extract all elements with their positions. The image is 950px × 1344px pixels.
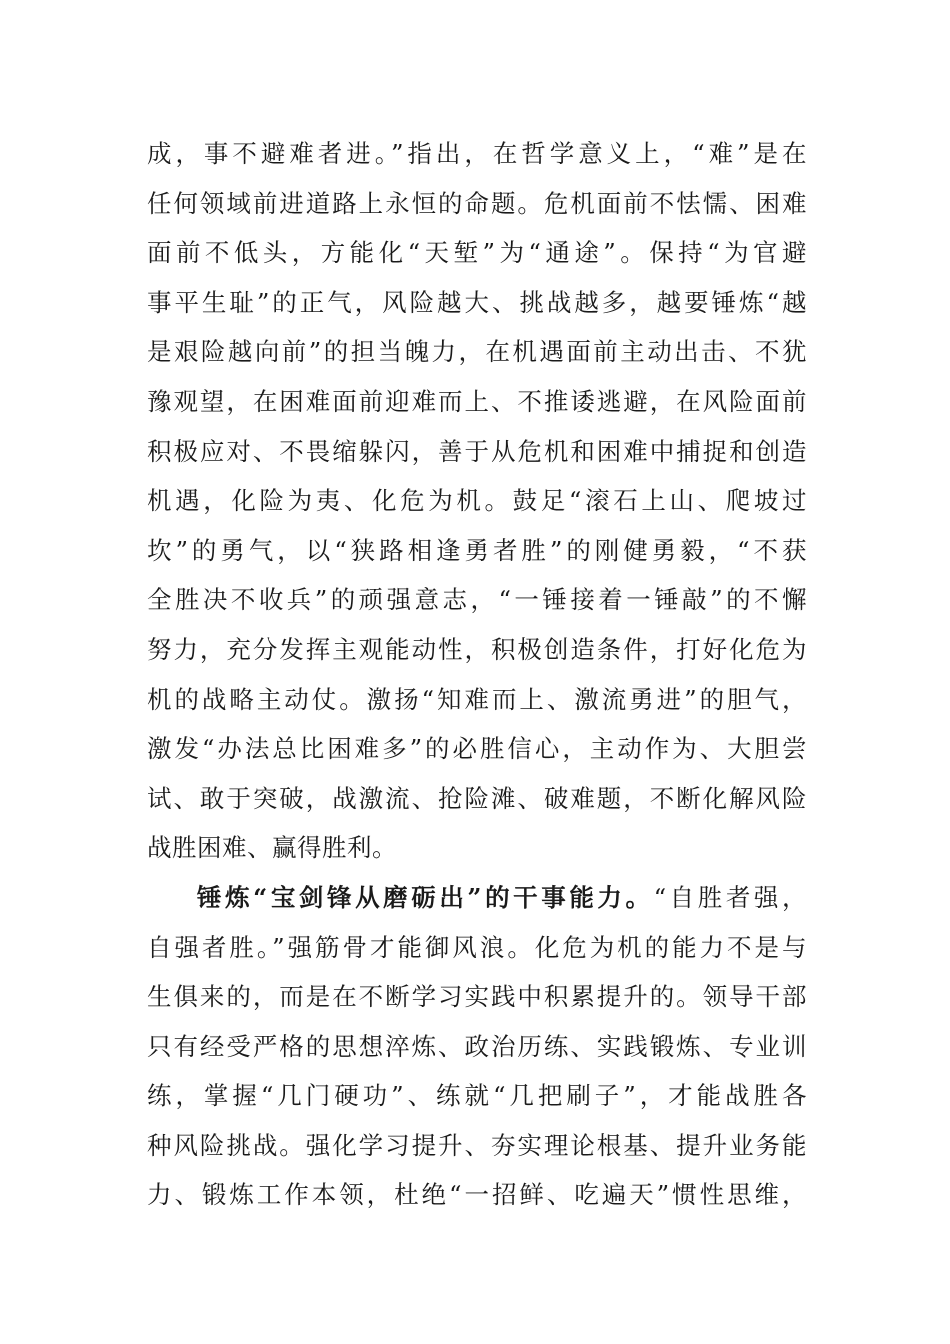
paragraph-2 bbox=[147, 873, 807, 1220]
text-line: 积极应对、不畏缩躲闪，善于从危机和困难中捕捉和创造 bbox=[147, 436, 807, 466]
text-line: 力、锻炼工作本领，杜绝“一招鲜、吃遍天”惯性思维， bbox=[147, 1180, 807, 1210]
text-line: 面前不低头，方能化“天堑”为“通途”。保持“为官避 bbox=[147, 238, 807, 268]
text-line: 只有经受严格的思想淬炼、政治历练、实践锻炼、专业训 bbox=[147, 1031, 807, 1061]
text-line: 生俱来的，而是在不断学习实践中积累提升的。领导干部 bbox=[147, 982, 807, 1012]
text-line: 自强者胜。”强筋骨才能御风浪。化危为机的能力不是与 bbox=[147, 932, 807, 962]
text-line: 事平生耻”的正气，风险越大、挑战越多，越要锤炼“越 bbox=[147, 287, 807, 317]
text-line: 任何领域前进道路上永恒的命题。危机面前不怯懦、困难 bbox=[147, 188, 807, 218]
text-line: 试、敢于突破，战激流、抢险滩、破难题，不断化解风险 bbox=[147, 783, 807, 813]
text-line: 战胜困难、赢得胜利。 bbox=[147, 833, 397, 863]
text-line: 种风险挑战。强化学习提升、夯实理论根基、提升业务能 bbox=[147, 1130, 807, 1160]
text-line: 激发“办法总比困难多”的必胜信心，主动作为、大胆尝 bbox=[147, 734, 807, 764]
text-line: 是艰险越向前”的担当魄力，在机遇面前主动出击、不犹 bbox=[147, 337, 807, 367]
body-text bbox=[147, 129, 807, 1220]
text-line: 豫观望，在困难面前迎难而上、不推诿逃避，在风险面前 bbox=[147, 386, 807, 416]
text-line: 努力，充分发挥主观能动性，积极创造条件，打好化危为 bbox=[147, 634, 807, 664]
heading-line-rest: “自胜者强， bbox=[653, 882, 807, 912]
text-line: 全胜决不收兵”的顽强意志，“一锤接着一锤敲”的不懈 bbox=[147, 585, 807, 615]
text-line: 机遇，化险为夷、化危为机。鼓足“滚石上山、爬坡过 bbox=[147, 486, 807, 516]
paragraph-heading-line bbox=[147, 873, 807, 923]
text-line: 坎”的勇气，以“狭路相逢勇者胜”的刚健勇毅，“不获 bbox=[147, 535, 807, 565]
paragraph-1 bbox=[147, 129, 807, 873]
text-line: 练，掌握“几门硬功”、练就“几把刷子”，才能战胜各 bbox=[147, 1081, 807, 1111]
text-line: 机的战略主动仗。激扬“知难而上、激流勇进”的胆气， bbox=[147, 684, 807, 714]
text-line: 成，事不避难者进。”指出，在哲学意义上，“难”是在 bbox=[147, 139, 807, 168]
paragraph-heading: 锤炼“宝剑锋从磨砺出”的干事能力。 bbox=[197, 882, 654, 912]
